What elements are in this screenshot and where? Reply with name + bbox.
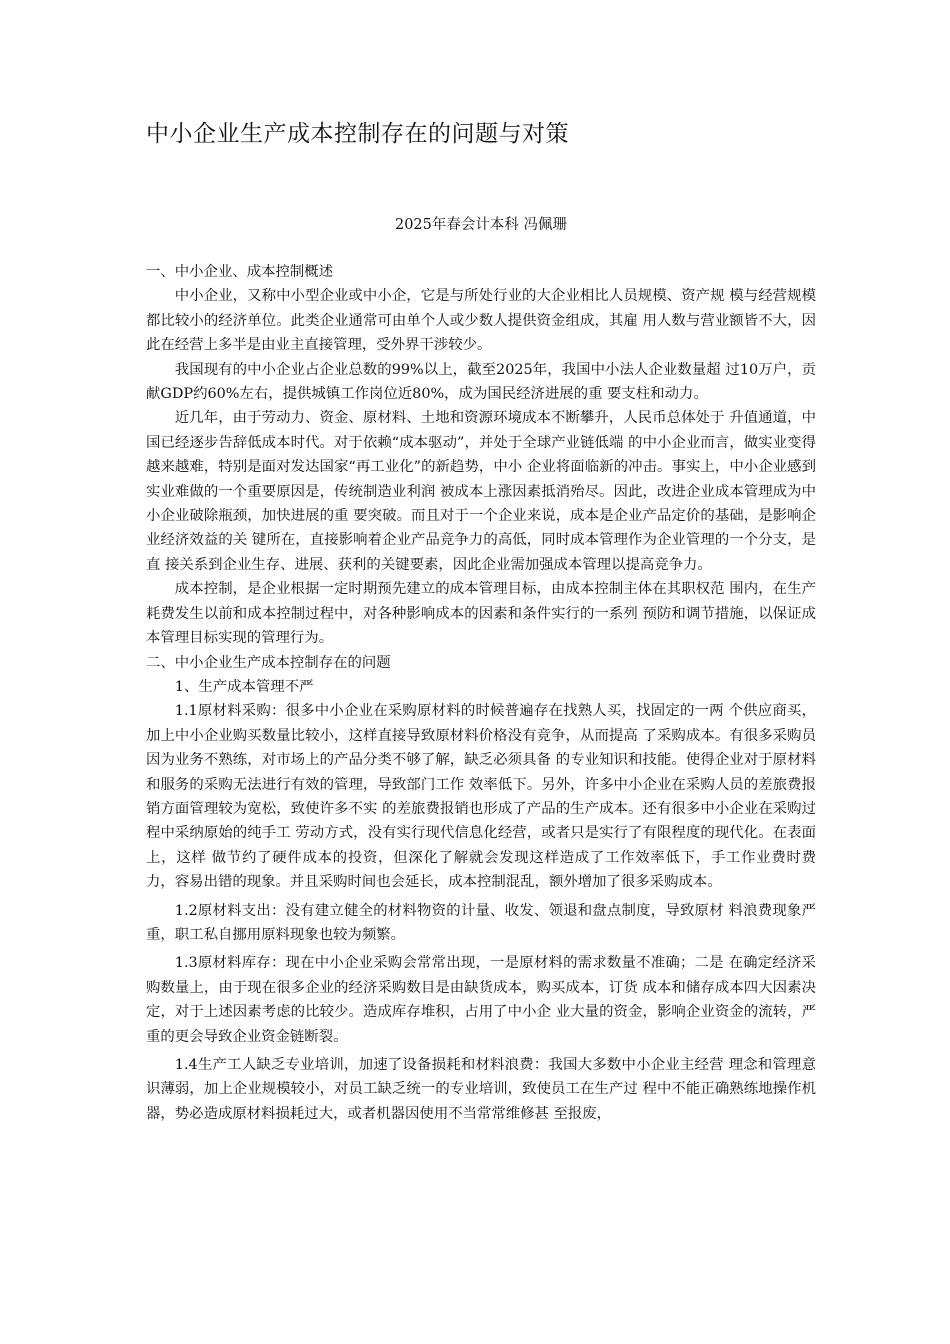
document-body (146, 260, 816, 1126)
paragraph-raw-material-purchase: 1.1原材料采购：很多中小企业在采购原材料的时候普遍存在找熟人买，找固定的一两 个供应商买，加上中小企业购买数量比较小，这样直接导致原材料价格没有竞争，从而提高 了采购成本。有很多采购员因为业务不熟练，对市场上的产品分类不够了解，缺乏必须具备 的专业知识和技能。使得企业对于原材料和服务的采购无法进行有效的管理，导致部门工作 效率低下。另外，许多中小企业在采购人员的差旅费报销方面管理较为宽松，致使许多不实 的差旅费报销也形成了产品的生产成本。还有很多中小企业在采购过程中采纳原始的纯手工 劳动方式，没有实行现代信息化经营，或者只是实行了有限程度的现代化。在表面上，这样 做节约了硬件成本的投资，但深化了解就会发现这样造成了工作效率低下，手工作业费时费 力，容易出错的现象。并且采购时间也会延长，成本控制混乱，额外增加了很多采购成本。 (146, 703, 816, 891)
document-title: 中小企业生产成本控制存在的问题与对策 (146, 121, 569, 147)
paragraph-cost-control-definition: 成本控制，是企业根据一定时期预先建立的成本管理目标，由成本控制主体在其职权范 围内，在生产耗费发生以前和成本控制过程中，对各种影响成本的因素和条件实行的一系列 预防和调节措施，以保证成本管理目标实现的管理行为。 (146, 581, 816, 647)
paragraph-worker-training: 1.4生产工人缺乏专业培训，加速了设备损耗和材料浪费：我国大多数中小企业主经营 理念和管理意识薄弱，加上企业规模较小，对员工缺乏统一的专业培训，致使员工在生产过 程中不能正确熟练地操作机器，势必造成原材料损耗过大，或者机器因使用不当常常维修甚 至报废， (146, 1057, 816, 1122)
author-byline: 2025年春会计本科 冯佩珊 (394, 217, 567, 233)
subsection-heading-1: 1、生产成本管理不严 (174, 678, 314, 695)
paragraph-raw-material-inventory: 1.3原材料库存：现在中小企业采购会常常出现，一是原材料的需求数量不准确；二是 在确定经济采购数量上，由于现在很多企业的经济采购数目是由缺货成本，购买成本，订货 成本和储存成本四大因素决定，对于上述因素考虑的比较少。造成库存堆积，占用了中小企 业大量的资金，影响企业资金的流转，严重的更会导致企业资金链断裂。 (146, 955, 816, 1045)
section-heading-2: 二、中小企业生产成本控制存在的问题 (146, 654, 391, 671)
paragraph-cost-pressure: 近几年，由于劳动力、资金、原材料、土地和资源环境成本不断攀升，人民币总体处于 升值通道，中国已经逐步告辞低成本时代。对于依赖“成本驱动”，并处于全球产业链低端 的中小企业而言，做实业变得越来越难，特别是面对发达国家“再工业化”的新趋势，中小 企业将面临新的冲击。事实上，中小企业感到实业难做的一个重要原因是，传统制造业利润 被成本上涨因素抵消殆尽。因此，改进企业成本管理成为中小企业破除瓶颈，加快进展的重 要突破。而且对于一个企业来说，成本是企业产品定价的基础，是影响企业经济效益的关 键所在，直接影响着企业产品竞争力的高低，同时成本管理作为企业管理的一个分支，是直 接关系到企业生存、进展、获利的关键要素，因此企业需加强成本管理以提高竞争力。 (146, 410, 816, 573)
paragraph-sme-statistics: 我国现有的中小企业占企业总数的99%以上，截至2025年，我国中小法人企业数量超 过10万户，贡献GDP约60%左右，提供城镇工作岗位近80%，成为国民经济进展的重 要支柱和动力。 (146, 361, 816, 403)
paragraph-sme-definition: 中小企业，又称中小型企业或中小企，它是与所处行业的大企业相比人员规模、资产规 模与经营规模都比较小的经济单位。此类企业通常可由单个人或少数人提供资金组成，其雇 用人数与营业额皆不大，因此在经营上多半是由业主直接管理，受外界干涉较少。 (146, 288, 816, 354)
paragraph-raw-material-expense: 1.2原材料支出：没有建立健全的材料物资的计量、收发、领退和盘点制度，导致原材 料浪费现象严重，职工私自挪用原料现象也较为频繁。 (146, 902, 816, 943)
section-heading-1: 一、中小企业、成本控制概述 (146, 264, 334, 280)
